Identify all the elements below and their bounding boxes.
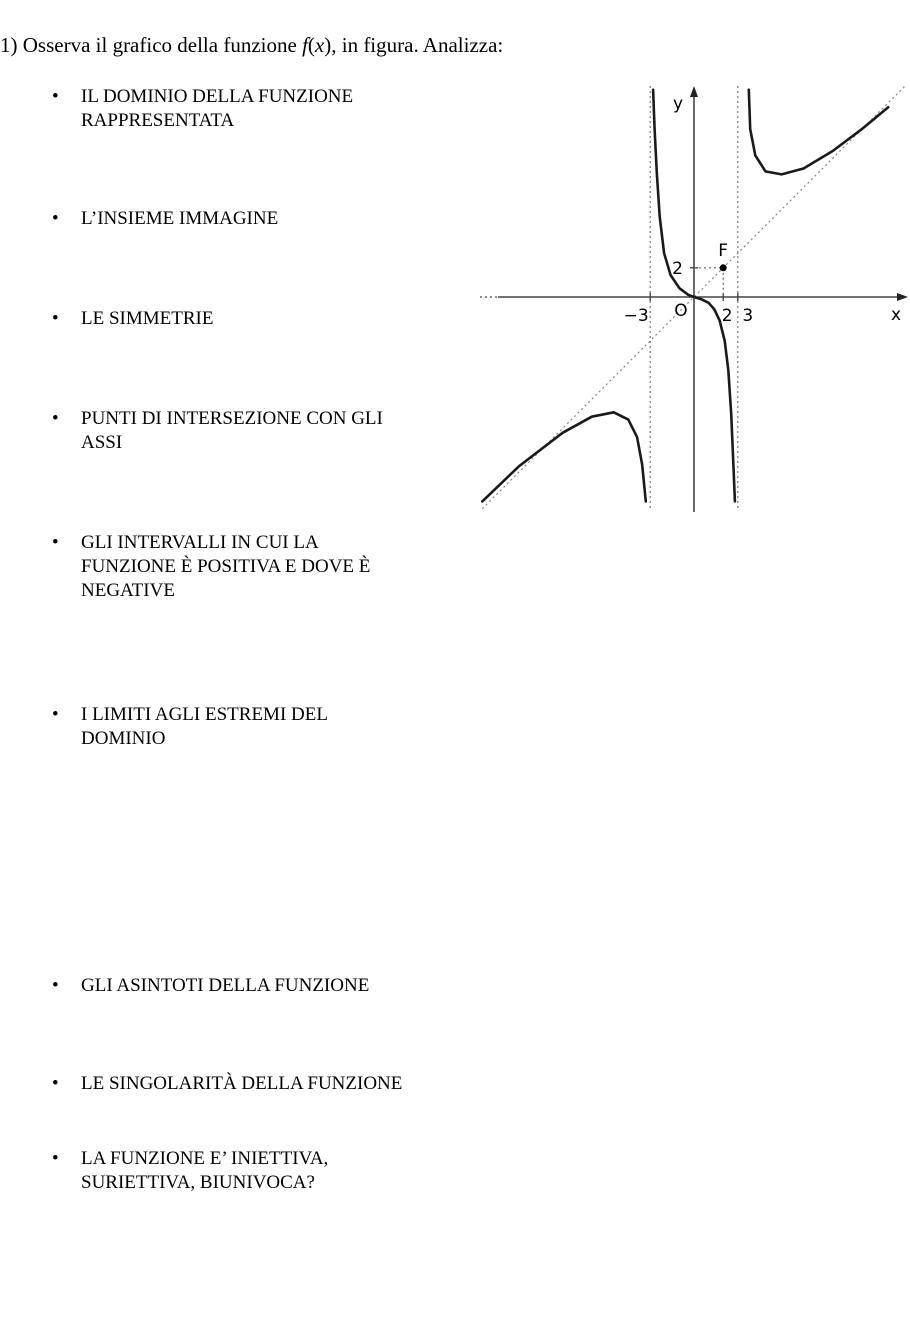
bullet-icon: • bbox=[52, 975, 59, 996]
function-graph bbox=[480, 84, 910, 516]
question-text: NEGATIVE bbox=[81, 580, 175, 601]
question-text: PUNTI DI INTERSEZIONE CON GLI bbox=[81, 408, 383, 429]
question-text: GLI ASINTOTI DELLA FUNZIONE bbox=[81, 975, 370, 996]
question-text: FUNZIONE È POSITIVA E DOVE È bbox=[81, 556, 371, 577]
x-axis-label: x bbox=[890, 305, 902, 325]
exercise-text: Osserva il grafico della funzione bbox=[22, 33, 297, 57]
bullet-icon: • bbox=[52, 308, 59, 329]
exercise-number: 1) bbox=[0, 33, 18, 57]
question-text: I LIMITI AGLI ESTREMI DEL bbox=[81, 704, 328, 725]
x-tick-label-minus-3: −3 bbox=[623, 306, 649, 326]
question-text: GLI INTERVALLI IN CUI LA bbox=[81, 532, 319, 553]
point-f bbox=[720, 264, 727, 271]
question-text: LE SIMMETRIE bbox=[81, 308, 214, 329]
question-text: LE SINGOLARITÀ DELLA FUNZIONE bbox=[81, 1073, 403, 1094]
y-axis-label: y bbox=[672, 94, 684, 114]
question-text: IL DOMINIO DELLA FUNZIONE bbox=[81, 86, 354, 107]
bullet-icon: • bbox=[52, 532, 59, 553]
question-text: DOMINIO bbox=[81, 728, 166, 749]
question-text: RAPPRESENTATA bbox=[81, 110, 235, 131]
curve-branch-left bbox=[482, 412, 646, 501]
bullet-icon: • bbox=[52, 408, 59, 429]
bullet-icon: • bbox=[52, 208, 59, 229]
exercise-text-end: , in figura. Analizza: bbox=[331, 33, 504, 57]
question-text: LA FUNZIONE E’ INIETTIVA, bbox=[81, 1148, 329, 1169]
bullet-icon: • bbox=[52, 1073, 59, 1094]
y-tick-label-2: 2 bbox=[672, 258, 683, 279]
point-f-label: F bbox=[718, 240, 729, 261]
function-paren-close: ) bbox=[324, 33, 332, 57]
question-text: ASSI bbox=[81, 432, 123, 453]
bullet-icon: • bbox=[52, 86, 59, 107]
function-variable: x bbox=[314, 33, 325, 57]
bullet-icon: • bbox=[52, 704, 59, 725]
x-axis-arrow bbox=[897, 293, 908, 301]
x-tick-label-2: 2 bbox=[721, 306, 733, 326]
origin-label: O bbox=[674, 301, 688, 321]
function-paren-open: ( bbox=[307, 33, 315, 57]
function-name: f bbox=[302, 33, 308, 57]
question-text: L’INSIEME IMMAGINE bbox=[81, 208, 279, 229]
y-axis-arrow bbox=[690, 86, 698, 97]
bullet-icon: • bbox=[52, 1148, 59, 1169]
question-text: SURIETTIVA, BIUNIVOCA? bbox=[81, 1172, 315, 1193]
curve-branch-right bbox=[749, 90, 888, 175]
exercise-header bbox=[0, 32, 503, 58]
x-tick-label-3: 3 bbox=[742, 306, 754, 326]
